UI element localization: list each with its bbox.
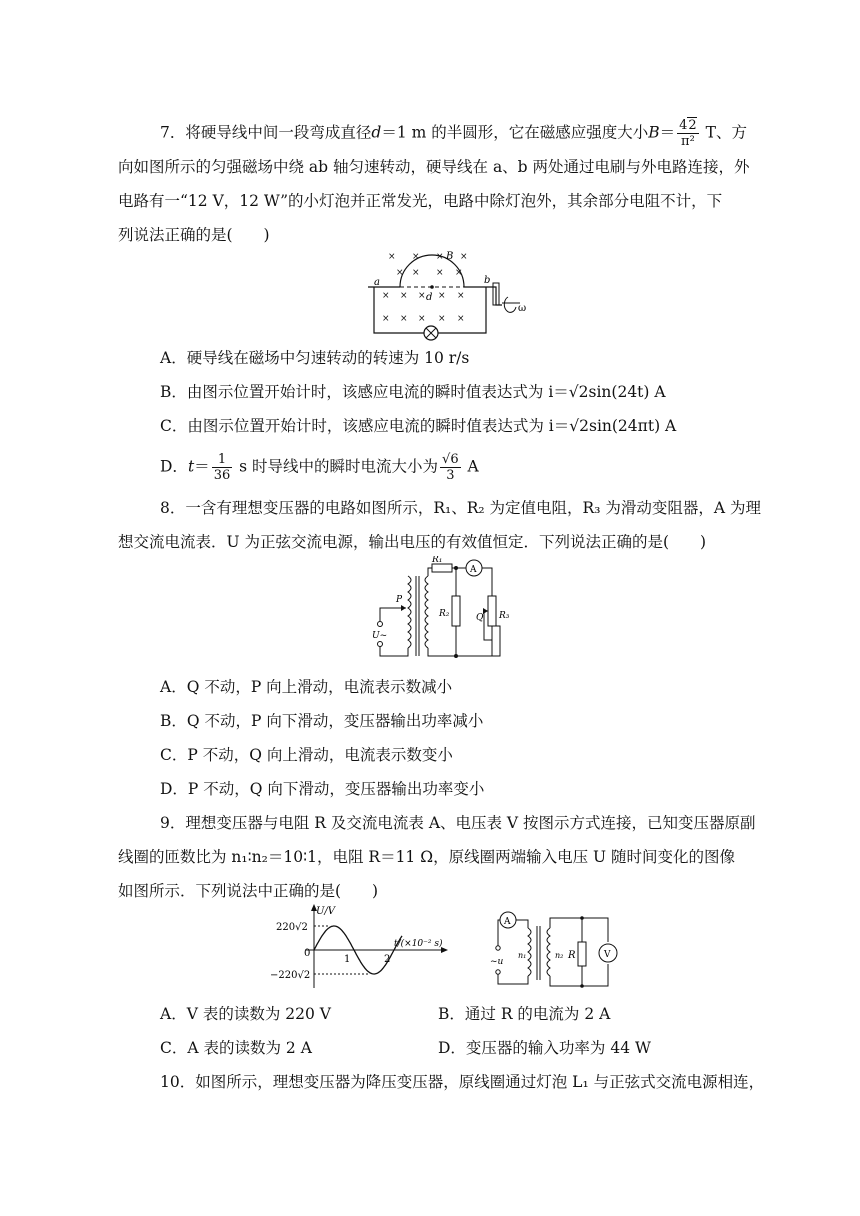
- svg-text:×: ×: [388, 252, 396, 262]
- svg-text:×: ×: [455, 268, 463, 278]
- q9-transformer-circuit: [488, 908, 633, 992]
- q7-option-b: B．由图示位置开始计时，该感应电流的瞬时值表达式为 i＝√2sin(24t) A: [160, 383, 666, 401]
- label-n2: n₂: [555, 951, 564, 960]
- label-ammeter: A: [504, 917, 511, 927]
- svg-text:×: ×: [412, 252, 420, 262]
- q7-line1: [160, 118, 747, 149]
- graph-ymax: 220√2: [276, 922, 308, 933]
- label-n1: n₁: [518, 951, 527, 960]
- q8-line2: 想交流电流表．U 为正弦交流电源，输出电压的有效值恒定．下列说法正确的是( ): [118, 533, 707, 551]
- graph-x2: 2: [384, 954, 391, 965]
- svg-text:×: ×: [436, 268, 444, 278]
- q8-option-d: D．P 不动，Q 向下滑动，变压器输出功率变小: [160, 780, 485, 798]
- q9-option-b: B．通过 R 的电流为 2 A: [438, 1005, 611, 1023]
- graph-zero: 0: [304, 948, 311, 959]
- rheostat-r3: [488, 596, 496, 626]
- q7-option-a: A．硬导线在磁场中匀速转动的转速为 10 r/s: [160, 349, 470, 367]
- label-a: a: [374, 277, 380, 288]
- svg-text:×: ×: [400, 314, 408, 324]
- q7-text-c: T、方: [700, 123, 747, 142]
- svg-text:×: ×: [418, 314, 426, 324]
- q7-text-b: ＝1 m 的半圆形，它在磁感应强度大小: [381, 123, 649, 142]
- q7-var-B: B: [648, 123, 660, 142]
- graph-x1: 1: [344, 954, 351, 965]
- q7-eq: ＝: [659, 123, 676, 142]
- graph-y-label: U/V: [316, 906, 336, 917]
- rotation-arrow-icon: [504, 297, 516, 312]
- q8-transformer-circuit: [372, 556, 522, 664]
- q7-option-c: C．由图示位置开始计时，该感应电流的瞬时值表达式为 i＝√2sin(24πt) A: [160, 417, 677, 435]
- label-q: Q: [476, 613, 484, 623]
- q8-option-c: C．P 不动，Q 向上滑动，电流表示数变小: [160, 746, 453, 764]
- svg-text:×: ×: [457, 291, 465, 301]
- svg-text:×: ×: [438, 314, 446, 324]
- resistor-r: [578, 942, 586, 966]
- q9-option-d: D．变压器的输入功率为 44 W: [438, 1039, 651, 1057]
- q9-line1: 9．理想变压器与电阻 R 及交流电流表 A、电压表 V 按图示方式连接，已知变压器原副: [160, 814, 756, 832]
- label-r: R: [568, 950, 576, 961]
- label-ammeter: A: [470, 565, 477, 575]
- q7-line3: 电路有一“12 V，12 W”的小灯泡并正常发光，电路中除灯泡外，其余部分电阻不计，下: [118, 192, 723, 210]
- crank-handle: [490, 287, 502, 305]
- svg-text:×: ×: [382, 291, 390, 301]
- q9-option-a: A．V 表的读数为 220 V: [160, 1005, 331, 1023]
- label-omega: ω: [518, 303, 527, 314]
- q7-rotating-wire-figure: [360, 245, 535, 345]
- q7-line2: 向如图所示的匀强磁场中绕 ab 轴匀速转动，硬导线在 a、b 两处通过电刷与外电路连接，外: [118, 158, 750, 176]
- label-u: U~: [372, 631, 388, 641]
- bulb-icon: [424, 326, 438, 340]
- label-r3: R₃: [499, 611, 510, 621]
- q7-b-fraction: $\frac{42}{\text{π²}}$: [679, 118, 697, 149]
- primary-coil: [408, 576, 411, 648]
- svg-text:×: ×: [438, 291, 446, 301]
- q7-text-a: 7．将硬导线中间一段弯成直径: [160, 123, 372, 142]
- svg-text:×: ×: [400, 291, 408, 301]
- graph-ymin: −220√2: [270, 970, 311, 981]
- q9-line3: 如图所示．下列说法中正确的是( ): [118, 882, 379, 900]
- label-u: ~u: [490, 957, 504, 967]
- q10-line1: 10．如图所示，理想变压器为降压变压器，原线圈通过灯泡 L₁ 与正弦式交流电源相连，: [160, 1073, 765, 1091]
- q8-option-b: B．Q 不动，P 向下滑动，变压器输出功率减小: [160, 712, 484, 730]
- q8-line1: 8．一含有理想变压器的电路如图所示，R₁、R₂ 为定值电阻，R₃ 为滑动变阻器，A 为理: [160, 499, 761, 517]
- svg-text:×: ×: [412, 268, 420, 278]
- slider-p-arrow-icon: [401, 605, 406, 611]
- svg-text:×: ×: [436, 252, 444, 262]
- label-r1: R₁: [432, 556, 443, 565]
- q9-line2: 线圈的匝数比为 n₁∶n₂＝10∶1，电阻 R＝11 Ω，原线圈两端输入电压 U 随时间变化的图像: [118, 848, 735, 866]
- svg-text:×: ×: [460, 252, 468, 262]
- magnetic-field-crosses: [382, 252, 468, 324]
- q7-option-d: D．t＝ $\frac{1}{36}$ s 时导线中的瞬时电流大小为 $\frac{√6}{3}$ A: [160, 452, 479, 483]
- label-r2: R₂: [439, 609, 450, 619]
- svg-text:×: ×: [396, 268, 404, 278]
- q7-var-d: d: [371, 123, 382, 142]
- q7-d-fraction-2: $\frac{√6}{3}$: [442, 452, 459, 483]
- graph-x-label: t/(×10⁻² s): [394, 939, 443, 949]
- label-d: d: [426, 292, 433, 303]
- q9-option-c: C．A 表的读数为 2 A: [160, 1039, 312, 1057]
- label-b: b: [484, 275, 491, 286]
- svg-text:×: ×: [418, 291, 426, 301]
- q7-line4: 列说法正确的是( ): [118, 226, 270, 244]
- label-voltmeter: V: [604, 950, 611, 960]
- slider-q-arrow-icon: [483, 608, 488, 614]
- secondary-coil: [425, 576, 428, 648]
- q8-option-a: A．Q 不动，P 向上滑动，电流表示数减小: [160, 678, 453, 696]
- label-B: B: [446, 251, 454, 262]
- svg-text:×: ×: [457, 314, 465, 324]
- q9-voltage-graph: [268, 902, 453, 994]
- resistor-r1: [432, 564, 452, 572]
- q7-d-fraction-1: $\frac{1}{36}$: [213, 452, 231, 483]
- resistor-r2: [452, 596, 460, 626]
- svg-text:×: ×: [382, 314, 390, 324]
- label-p: P: [396, 595, 403, 605]
